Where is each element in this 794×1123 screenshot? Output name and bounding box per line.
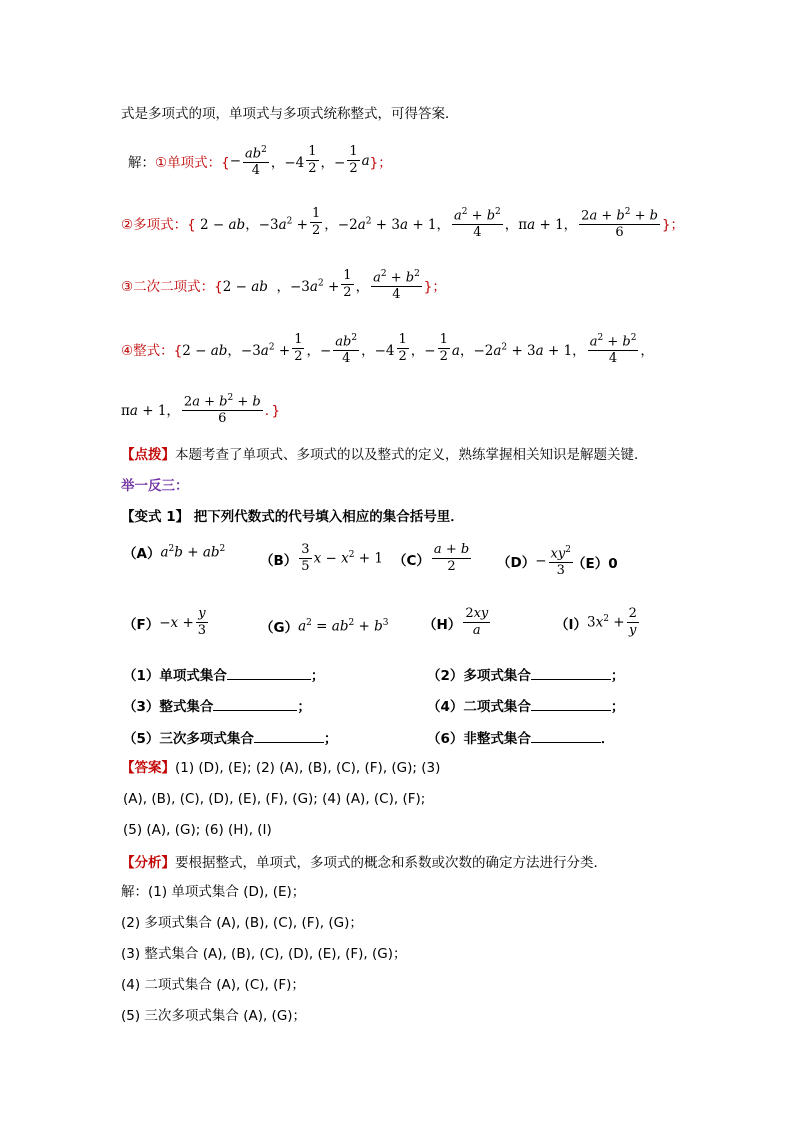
final-line-1: 解：(1) 单项式集合 (D), (E)； [121,884,306,900]
set-6-blank[interactable] [531,728,601,743]
tip-tag: 【点拨】 [121,447,175,463]
answer-line-1: 【答案】(1) (D), (E); (2) (A), (B), (C), (F), (G); (3) [121,760,441,776]
variant-question [121,507,464,527]
binomial-close: }； [423,278,446,295]
set-2: （2）多项式集合 ； [427,664,624,684]
polynomial-close: }； [661,216,685,233]
option-f: （F） −x + $\frac{y}{3}$ [123,606,207,638]
binomial-label: ③二次二项式：{ [121,278,223,295]
option-c: （C） $\frac{a + b}{2}$ [393,542,470,574]
monomial-label: ①单项式：{ [155,154,230,171]
final-line-2: (2) 多项式集合 (A), (B), (C), (F), (G)； [121,915,363,931]
option-h: （H） $\frac{2xy}{a}$ [423,606,489,638]
polynomial-label: ②多项式：{ [121,216,196,233]
option-a: （A） $a^2b + ab^2$ [123,543,226,562]
solution-integral-line-2: πa + 1， $\frac{2a + b^2 + b}{6}$ ．} [121,390,280,427]
intro-text: 式是多项式的项，单项式与多项式统称整式，可得答案． [121,106,459,122]
analysis-line: 【分析】要根据整式，单项式，多项式的概念和系数或次数的确定方法进行分类． [121,855,607,871]
set-4-blank[interactable] [531,696,611,711]
integral-close: ．} [264,402,281,419]
analysis-tag: 【分析】 [121,855,175,871]
option-i: （I） $3x^2$ + $\frac{2}{y}$ [555,606,637,638]
set-6: （6）非整式集合 ． [427,727,614,747]
final-line-3: (3) 整式集合 (A), (B), (C), (D), (E), (F), (G)； [121,946,407,962]
answer-line-3: (5) (A), (G); (6) (H), (I) [123,822,272,838]
integral-label: ④整式：{ [121,342,183,359]
option-g: （G） $a^2 = ab^2 + b^3$ [260,617,389,636]
answer-line-2: (A), (B), (C), (D), (E), (F), (G); (4) (A), (C), (F); [123,791,426,807]
solution-integral-line: ④整式：{ 2 − ab，$-3a^2$ + $\frac{1}{2}$ ，− $\frac{ab^2}{4}$ ，−4 $\frac{1}{2}$ ，− $\frac{1}{2}$ a，$-2a^2 + 3a + 1$， $\frac{a^2 + b^2}{4}$ ， [121,330,654,367]
set-3: （3）整式集合 ； [123,695,311,715]
answer-tag: 【答案】 [121,760,175,776]
section-title: 举一反三： [121,478,189,494]
option-b: （B） $\frac{3}{5}$ $x - x^2 + 1$ [260,542,383,574]
variant-tag: 【变式 1】 [121,509,190,525]
solution-lead: 解： [128,154,155,171]
monomial-close: }； [369,154,392,171]
set-2-blank[interactable] [531,665,611,680]
set-1: （1）单项式集合 ； [123,664,324,684]
solution-polynomial-line: ②多项式：{ 2 − ab，$-3a^2$ + $\frac{1}{2}$ ，$-2a^2 + 3a + 1$， $\frac{a^2 + b^2}{4}$ ，πa + 1， $\frac{2a + b^2 + b}{6}$ }； [121,204,684,241]
tip-text: 本题考查了单项式、多项式的以及整式的定义，熟练掌握相关知识是解题关键． [175,447,648,463]
set-1-blank[interactable] [227,665,311,680]
final-line-5: (5) 三次多项式集合 (A), (G)； [121,1008,307,1024]
set-4: （4）二项式集合 ； [427,695,624,715]
set-5-blank[interactable] [254,728,324,743]
solution-binomial-line: ③二次二项式：{ 2 − ab ，$-3a^2$ + $\frac{1}{2}$ ， $\frac{a^2 + b^2}{4}$ }； [121,266,446,303]
variant-text: 把下列代数式的代号填入相应的集合括号里． [193,509,464,525]
tip-line [121,445,648,465]
final-line-4: (4) 二项式集合 (A), (C), (F)； [121,977,305,993]
solution-monomial-line: 解： ①单项式：{ − $\frac{ab^2}{4}$ ，−4 $\frac{1}{2}$ ，− $\frac{1}{2}$ a }； [128,142,392,179]
set-3-blank[interactable] [213,696,297,711]
option-e: （E）0 [572,556,618,572]
option-d: （D） − $\frac{xy^2}{3}$ [497,542,575,579]
set-5: （5）三次多项式集合 ； [123,727,337,747]
